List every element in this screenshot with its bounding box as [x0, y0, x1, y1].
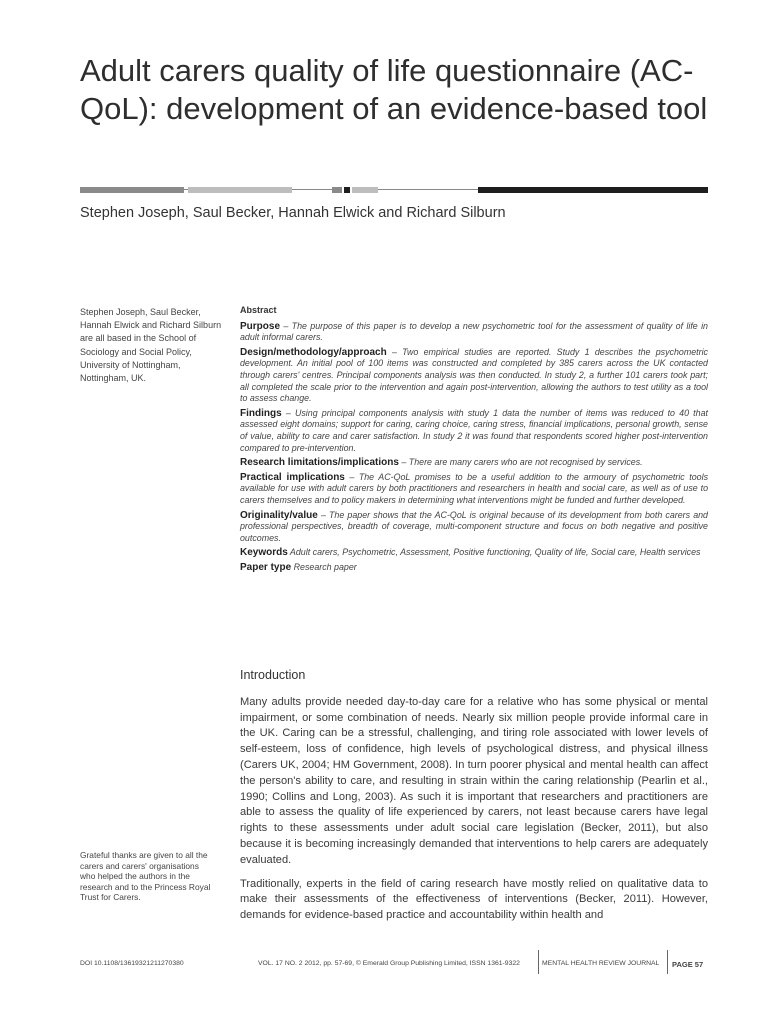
- abstract-paper-type: [240, 562, 708, 574]
- acknowledgement-note: Grateful thanks are given to all the carers and carers' organisations who helped the authors in the research and to the Princess Royal Trust for Carers.: [80, 850, 211, 903]
- abstract-label: Originality/value: [240, 509, 318, 521]
- author-list: Stephen Joseph, Saul Becker, Hannah Elwick and Richard Silburn: [80, 205, 506, 221]
- abstract-design: [240, 347, 708, 405]
- abstract-text: – The purpose of this paper is to develop a new psychometric tool for the assessment of quality of life in adult informal carers.: [240, 320, 708, 343]
- abstract-label: Findings: [240, 407, 282, 419]
- abstract-label: Purpose: [240, 320, 281, 332]
- abstract-text: – The paper shows that the AC-QoL is original because of its development from both carers and professional perspectives, breadth of coverage, multi-component structure and focus on both negative and positive outcomes.: [240, 509, 708, 543]
- abstract-label: Research limitations/implications: [240, 457, 399, 469]
- abstract-heading: Abstract: [240, 305, 277, 315]
- abstract-label: Keywords: [240, 547, 288, 559]
- abstract-text: – Using principal components analysis with study 1 data the number of items was reduced to 40 that assessed eight domains; support for caring, caring choice, caring stress, financial implications, personal growth, sense of value, ability to care and carer satisfaction. In study 2 it was found that respondents scored higher post-intervention compared to pre-intervention.: [240, 407, 708, 453]
- abstract-block: [240, 305, 708, 576]
- abstract-keywords: [240, 547, 708, 559]
- abstract-text: Adult carers, Psychometric, Assessment, Positive functioning, Quality of life, Social care, Health services: [287, 547, 701, 558]
- abstract-originality: [240, 510, 708, 545]
- footer-citation: VOL. 17 NO. 2 2012, pp. 57-69, © Emerald Group Publishing Limited, ISSN 1361-9322: [258, 960, 520, 967]
- abstract-practical: [240, 472, 708, 507]
- abstract-label: Design/methodology/approach: [240, 346, 387, 358]
- footer-page-number: PAGE 57: [672, 960, 704, 969]
- paragraph: Traditionally, experts in the field of caring research have mostly relied on qualitative data to make their assessments of the effectiveness of interventions (Becker, 2011). However, demands for evidence-based practice and accountability within health and: [240, 877, 708, 922]
- article-title: Adult carers quality of life questionnaire (AC-QoL): development of an evidence-based tool: [80, 53, 708, 126]
- abstract-limitations: [240, 457, 708, 469]
- section-heading: Introduction: [240, 668, 306, 682]
- abstract-text: Research paper: [291, 561, 357, 572]
- paragraph: Many adults provide needed day-to-day care for a relative who has some physical or mental impairment, or some combination of needs. Nearly six million people provide informal care in the UK. Caring can be a stressful, challenging, and tiring role associated with lower levels of self-esteem, loss of confidence, high levels of psychological distress, and physical illness (Carers UK, 2004; HM Government, 2008). In turn poorer physical and mental health can affect the person's ability to care, and resulting in strain within the caring relationship (Pearlin et al., 1990; Collins and Long, 2003). As such it is important that researchers and practitioners are able to assess the quality of life experienced by carers, not least because carers have legal rights to these assessments under adult social care legislation (Becker, 2011), but also because it is becoming increasingly demanded that interventions to help carers are adequately evaluated.: [240, 695, 708, 866]
- abstract-purpose: [240, 321, 708, 344]
- abstract-findings: [240, 408, 708, 454]
- abstract-label: Paper type: [240, 561, 292, 573]
- abstract-text: – The AC-QoL promises to be a useful addition to the armoury of psychometric tools available for use with adult carers by both practitioners and researchers in health and social care, as well as of use to carers themselves and to policy makers in determining what interventions might be funded and further developed.: [240, 471, 709, 505]
- abstract-text: – Two empirical studies are reported. Study 1 describes the psychometric development. An initial pool of 100 items was constructed and completed by 385 carers across the UK contacted through carers' centres. Principal components analysis was then conducted. In study 2, a further 101 carers took part; all completed the scale prior to the intervention and again post-intervention, allowing the authors to test utility as a tool to assess change.: [240, 346, 708, 404]
- abstract-label: Practical implications: [240, 471, 345, 483]
- introduction-section: [240, 668, 708, 932]
- author-affiliation: Stephen Joseph, Saul Becker, Hannah Elwick and Richard Silburn are all based in the School of Sociology and Social Policy, University of Nottingham, Nottingham, UK.: [80, 307, 222, 384]
- footer-journal: MENTAL HEALTH REVIEW JOURNAL: [542, 960, 660, 967]
- page-footer: [80, 950, 710, 974]
- footer-doi: DOI 10.1108/13619321211270380: [80, 960, 184, 967]
- abstract-text: – There are many carers who are not recognised by services.: [398, 457, 643, 468]
